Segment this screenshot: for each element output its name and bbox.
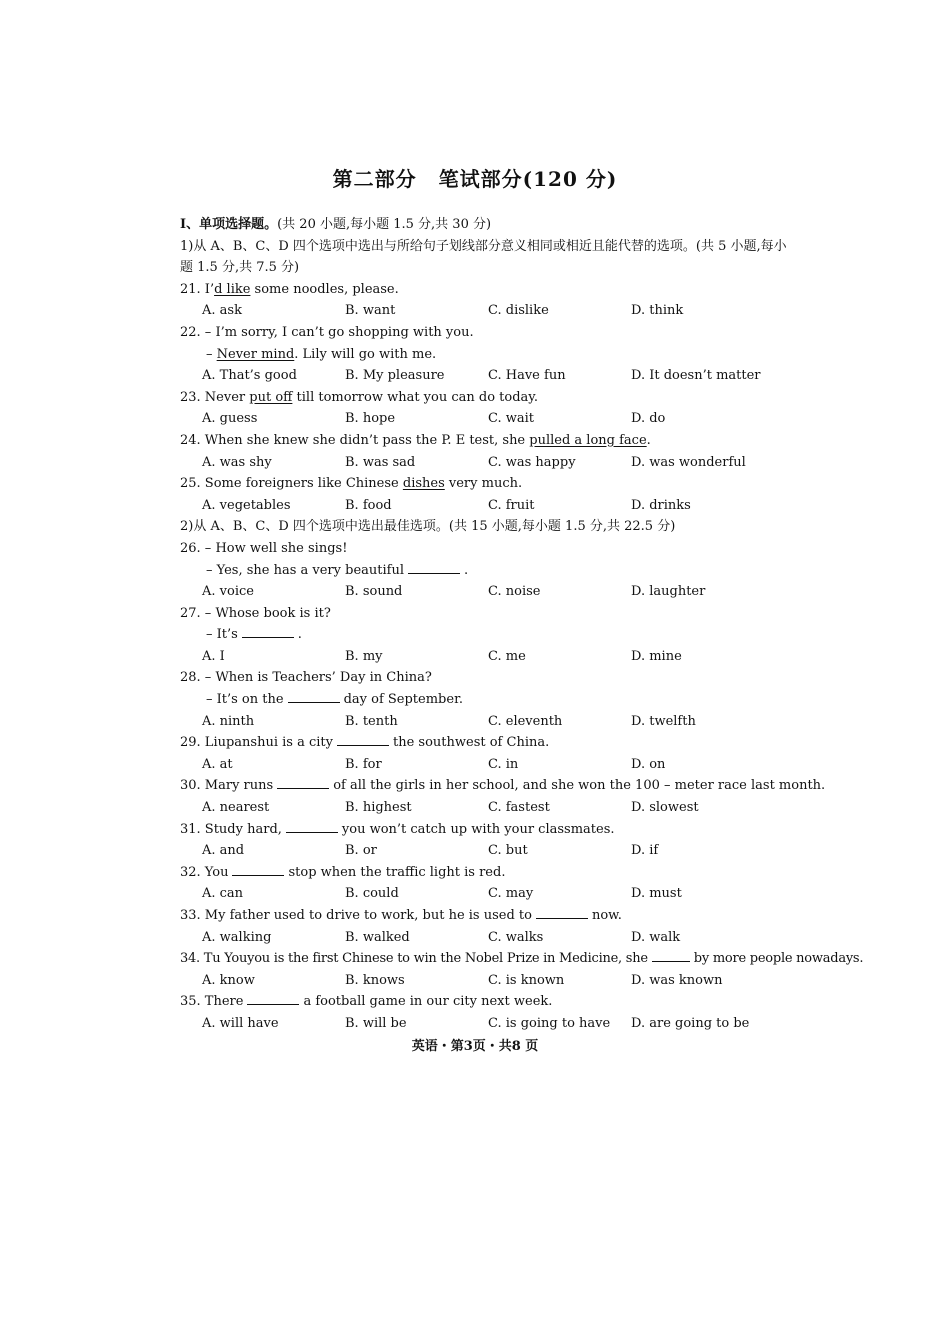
q31-options [180, 840, 792, 862]
question-28: 28. – When is Teachers’ Day in China? [180, 670, 432, 686]
option-a: A. was shy [202, 454, 272, 470]
option-b: B. could [345, 886, 399, 902]
q30-text-post: of all the girls in her school, and she won the 100 – meter race last month. [333, 778, 826, 794]
option-b: B. knows [345, 972, 405, 988]
section-heading [180, 214, 792, 236]
answer-blank [288, 689, 340, 703]
option-b: B. sound [345, 584, 403, 600]
option-d: D. mine [631, 648, 682, 664]
q27-reply-pre: – It’s [206, 627, 238, 643]
answer-blank [247, 991, 299, 1005]
q21-text-pre: 21. I’ [180, 281, 215, 297]
q25-text-post: very much. [444, 476, 523, 492]
option-b: B. hope [345, 411, 396, 427]
question-21 [180, 279, 792, 301]
option-d: D. slowest [631, 800, 699, 816]
q21-underlined: d like [214, 281, 251, 297]
question-22: 22. – I’m sorry, I can’t go shopping with you. [180, 324, 474, 340]
q34-options [180, 970, 792, 992]
q31-text-post: you won’t catch up with your classmates. [341, 821, 615, 837]
option-a: A. voice [202, 584, 254, 600]
title-part: 第二部分 [332, 167, 417, 191]
option-a: A. will have [202, 1015, 279, 1031]
q28-reply-pre: – It’s on the [206, 692, 284, 708]
title-section: 笔试部分(120 分) [438, 167, 618, 191]
q23-underlined: put off [249, 389, 293, 405]
q22-options [180, 365, 792, 387]
option-b: B. want [345, 303, 396, 319]
answer-blank [408, 560, 460, 574]
option-d: D. walk [631, 929, 681, 945]
q32-text-pre: 32. You [180, 864, 229, 880]
option-d: D. twelfth [631, 713, 696, 729]
question-35 [180, 991, 792, 1013]
q22-underlined: Never mind [216, 346, 295, 362]
option-b: B. or [345, 843, 377, 859]
answer-blank [277, 775, 329, 789]
q27-options [180, 646, 792, 668]
question-33 [180, 905, 792, 927]
option-a: A. vegetables [202, 497, 291, 513]
q21-text-post: some noodles, please. [250, 281, 399, 297]
option-c: C. Have fun [488, 368, 566, 384]
part2-instruction: 2)从 A、B、C、D 四个选项中选出最佳选项。(共 15 小题,每小题 1.5 分,共 22.5 分) [180, 519, 676, 535]
q29-text-pre: 29. Liupanshui is a city [180, 735, 333, 751]
q27-reply-post: . [297, 627, 302, 643]
option-b: B. tenth [345, 713, 398, 729]
q24-options [180, 452, 792, 474]
question-25 [180, 473, 792, 495]
part1-instruction: 1)从 A、B、C、D 四个选项中选出与所给句子划线部分意义相同或相近且能代替的选项。(共 5 小题,每小题 1.5 分,共 7.5 分) [180, 238, 787, 276]
option-d: D. drinks [631, 497, 691, 513]
q27-reply [180, 624, 792, 646]
option-d: D. must [631, 886, 682, 902]
q35-text-pre: 35. There [180, 994, 244, 1010]
option-b: B. will be [345, 1015, 407, 1031]
q34-text-post: by more people nowadays. [693, 951, 864, 967]
page-title [0, 163, 950, 192]
option-a: A. ask [202, 303, 242, 319]
option-c: C. walks [488, 929, 544, 945]
option-a: A. can [202, 886, 244, 902]
option-c: C. fastest [488, 800, 550, 816]
question-23 [180, 387, 792, 409]
q22-reply [180, 344, 792, 366]
option-d: D. on [631, 756, 666, 772]
option-a: A. ninth [202, 713, 255, 729]
option-c: C. dislike [488, 303, 549, 319]
option-a: A. walking [202, 929, 272, 945]
q26-reply-post: . [463, 562, 469, 578]
option-b: B. for [345, 756, 382, 772]
q23-options [180, 408, 792, 430]
q24-text-pre: 24. When she knew she didn’t pass the P. E test, she [180, 432, 530, 448]
q30-text-pre: 30. Mary runs [180, 778, 274, 794]
question-content [180, 214, 864, 1035]
q24-text-post: . [646, 432, 651, 448]
option-c: C. is known [488, 972, 565, 988]
answer-blank [232, 862, 284, 876]
question-24 [180, 430, 792, 452]
q31-text-pre: 31. Study hard, [180, 821, 282, 837]
q33-options [180, 927, 792, 949]
option-a: A. know [202, 972, 255, 988]
section-label: Ⅰ、单项选择题。 [180, 217, 278, 232]
question-31 [180, 819, 792, 841]
option-a: A. That’s good [202, 368, 297, 384]
option-c: C. is going to have [488, 1015, 611, 1031]
option-d: D. was known [631, 972, 723, 988]
answer-blank [652, 948, 690, 962]
option-d: D. laughter [631, 584, 706, 600]
question-29 [180, 732, 792, 754]
q24-underlined: pulled a long face [529, 432, 647, 448]
q25-options [180, 495, 792, 517]
option-a: A. and [202, 843, 245, 859]
option-c: C. was happy [488, 454, 576, 470]
option-c: C. noise [488, 584, 541, 600]
q26-reply-pre: – Yes, she has a very beautiful [206, 562, 404, 578]
q23-text-pre: 23. Never [180, 389, 250, 405]
answer-blank [286, 819, 338, 833]
option-d: D. do [631, 411, 666, 427]
question-27: 27. – Whose book is it? [180, 605, 331, 621]
q29-text-post: the southwest of China. [392, 735, 550, 751]
option-a: A. I [202, 648, 225, 664]
option-c: C. wait [488, 411, 535, 427]
option-d: D. think [631, 303, 684, 319]
q28-reply [180, 689, 792, 711]
q28-options [180, 711, 792, 733]
option-d: D. It doesn’t matter [631, 368, 761, 384]
q21-options [180, 300, 792, 322]
option-b: B. My pleasure [345, 368, 445, 384]
section-note: (共 20 小题,每小题 1.5 分,共 30 分) [277, 217, 492, 232]
option-c: C. but [488, 843, 528, 859]
answer-blank [242, 624, 294, 638]
q22-reply-post: . Lily will go with me. [294, 346, 437, 362]
option-a: A. at [202, 756, 233, 772]
option-a: A. nearest [202, 800, 270, 816]
answer-blank [536, 905, 588, 919]
q32-options [180, 883, 792, 905]
option-d: D. was wonderful [631, 454, 746, 470]
answer-blank [337, 732, 389, 746]
q22-reply-pre: – [206, 346, 217, 362]
option-b: B. walked [345, 929, 410, 945]
q28-reply-post: day of September. [343, 692, 463, 708]
option-b: B. was sad [345, 454, 416, 470]
question-32 [180, 862, 792, 884]
option-c: C. fruit [488, 497, 535, 513]
q35-text-post: a football game in our city next week. [303, 994, 553, 1010]
q32-text-post: stop when the traffic light is red. [288, 864, 506, 880]
option-a: A. guess [202, 411, 258, 427]
q23-text-post: till tomorrow what you can do today. [292, 389, 539, 405]
option-b: B. highest [345, 800, 412, 816]
q26-reply [180, 560, 792, 582]
page-footer: 英语・第3页・共8 页 [411, 1039, 539, 1054]
q33-text-post: now. [591, 908, 622, 923]
q30-options [180, 797, 792, 819]
q25-underlined: dishes [402, 476, 445, 492]
option-c: C. in [488, 756, 519, 772]
q33-text-pre: 33. My father used to drive to work, but he is used to [180, 908, 532, 923]
option-b: B. my [345, 648, 383, 664]
option-c: C. eleventh [488, 713, 563, 729]
option-b: B. food [345, 497, 392, 513]
q26-options [180, 581, 792, 603]
option-c: C. me [488, 648, 526, 664]
q29-options [180, 754, 792, 776]
question-34 [180, 948, 864, 970]
q35-options [180, 1013, 792, 1035]
option-d: D. if [631, 843, 659, 859]
q25-text-pre: 25. Some foreigners like Chinese [180, 476, 403, 492]
question-26: 26. – How well she sings! [180, 540, 348, 556]
option-d: D. are going to be [631, 1015, 750, 1031]
question-30 [180, 775, 826, 797]
option-c: C. may [488, 886, 534, 902]
q34-text-pre: 34. Tu Youyou is the first Chinese to win the Nobel Prize in Medicine, she [180, 951, 648, 967]
